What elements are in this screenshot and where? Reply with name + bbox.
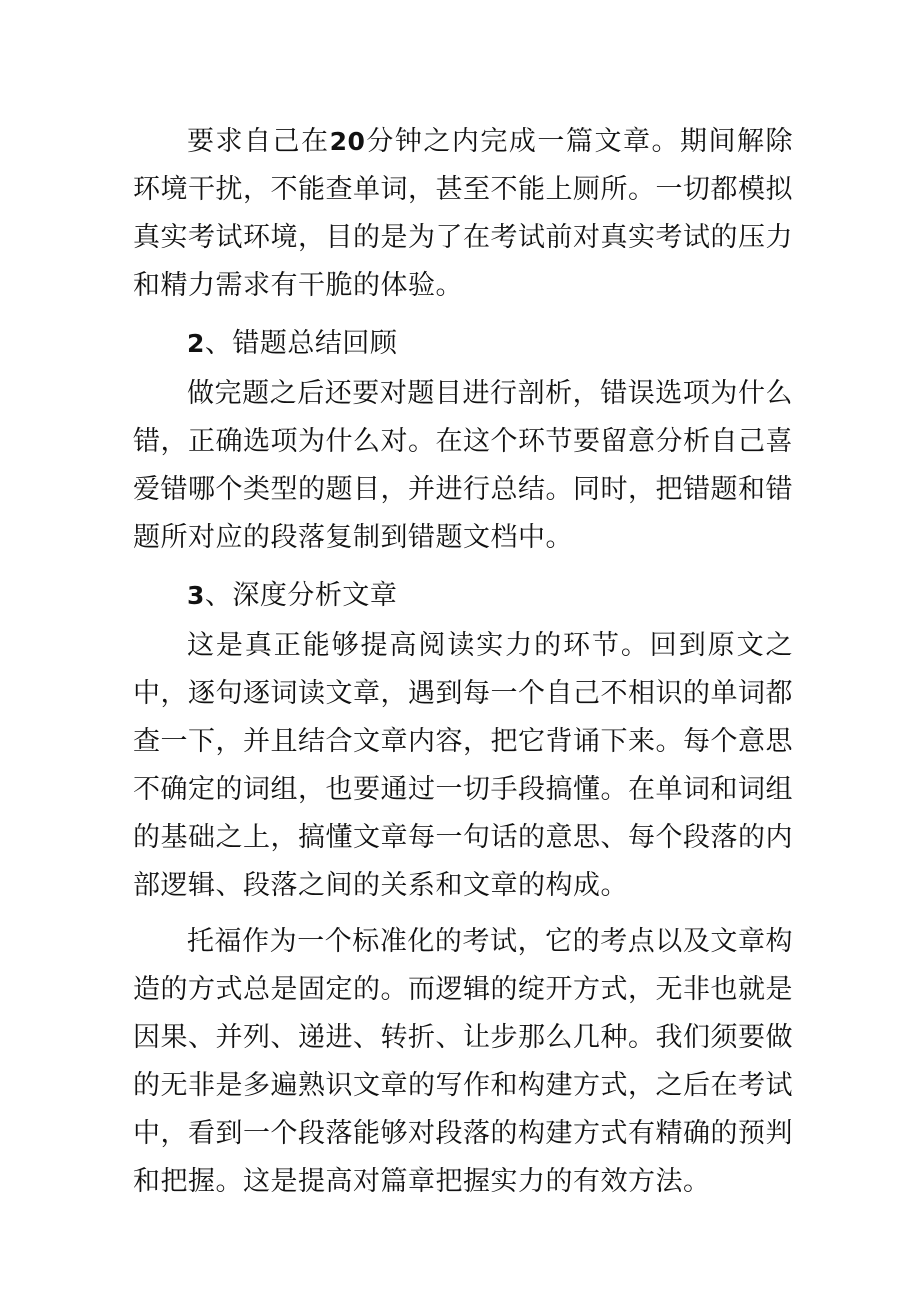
paragraph-text-post: 分钟之内完成一篇文章。期间解除环境干扰，不能查单词，甚至不能上厕所。一切都模拟真实考试环境，目的是为了在考试前对真实考试的压力和精力需求有干脆的体验。: [133, 126, 794, 301]
paragraph-timed-practice: [133, 118, 793, 310]
spacer: [133, 910, 793, 918]
paragraph-toefl-structure: 托福作为一个标准化的考试，它的考点以及文章构造的方式总是固定的。而逻辑的绽开方式，无非也就是因果、并列、递进、转折、让步那么几种。我们须要做的无非是多遍熟识文章的写作和构建方式，之后在考试中，看到一个段落能够对段落的构建方式有精确的预判和把握。这是提高对篇章把握实力的有效方法。: [133, 926, 793, 1197]
spacer: [133, 310, 793, 318]
paragraph-number: 20: [329, 127, 366, 156]
paragraph-error-review: 做完题之后还要对题目进行剖析，错误选项为什么错，正确选项为什么对。在这个环节要留意分析自己喜爱错哪个类型的题目，并进行总结。同时，把错题和错题所对应的段落复制到错题文档中。: [133, 378, 793, 553]
document-body: [133, 118, 793, 1206]
spacer: [133, 562, 793, 570]
section-number: 3: [187, 581, 205, 610]
section-heading-error-review: [133, 320, 793, 368]
paragraph-deep-analysis: 这是真正能够提高阅读实力的环节。回到原文之中，逐句逐词读文章，遇到每一个自己不相识的单词都查一下，并且结合文章内容，把它背诵下来。每个意思不确定的词组，也要通过一切手段搞懂。在单词和词组的基础之上，搞懂文章每一句话的意思、每个段落的内部逻辑、段落之间的关系和文章的构成。: [133, 630, 793, 901]
paragraph-text-pre: 要求自己在: [187, 126, 330, 157]
section-title: 、深度分析文章: [204, 580, 398, 611]
section-title: 、错题总结回顾: [204, 328, 398, 359]
section-number: 2: [187, 329, 205, 358]
section-heading-deep-analysis: [133, 572, 793, 620]
